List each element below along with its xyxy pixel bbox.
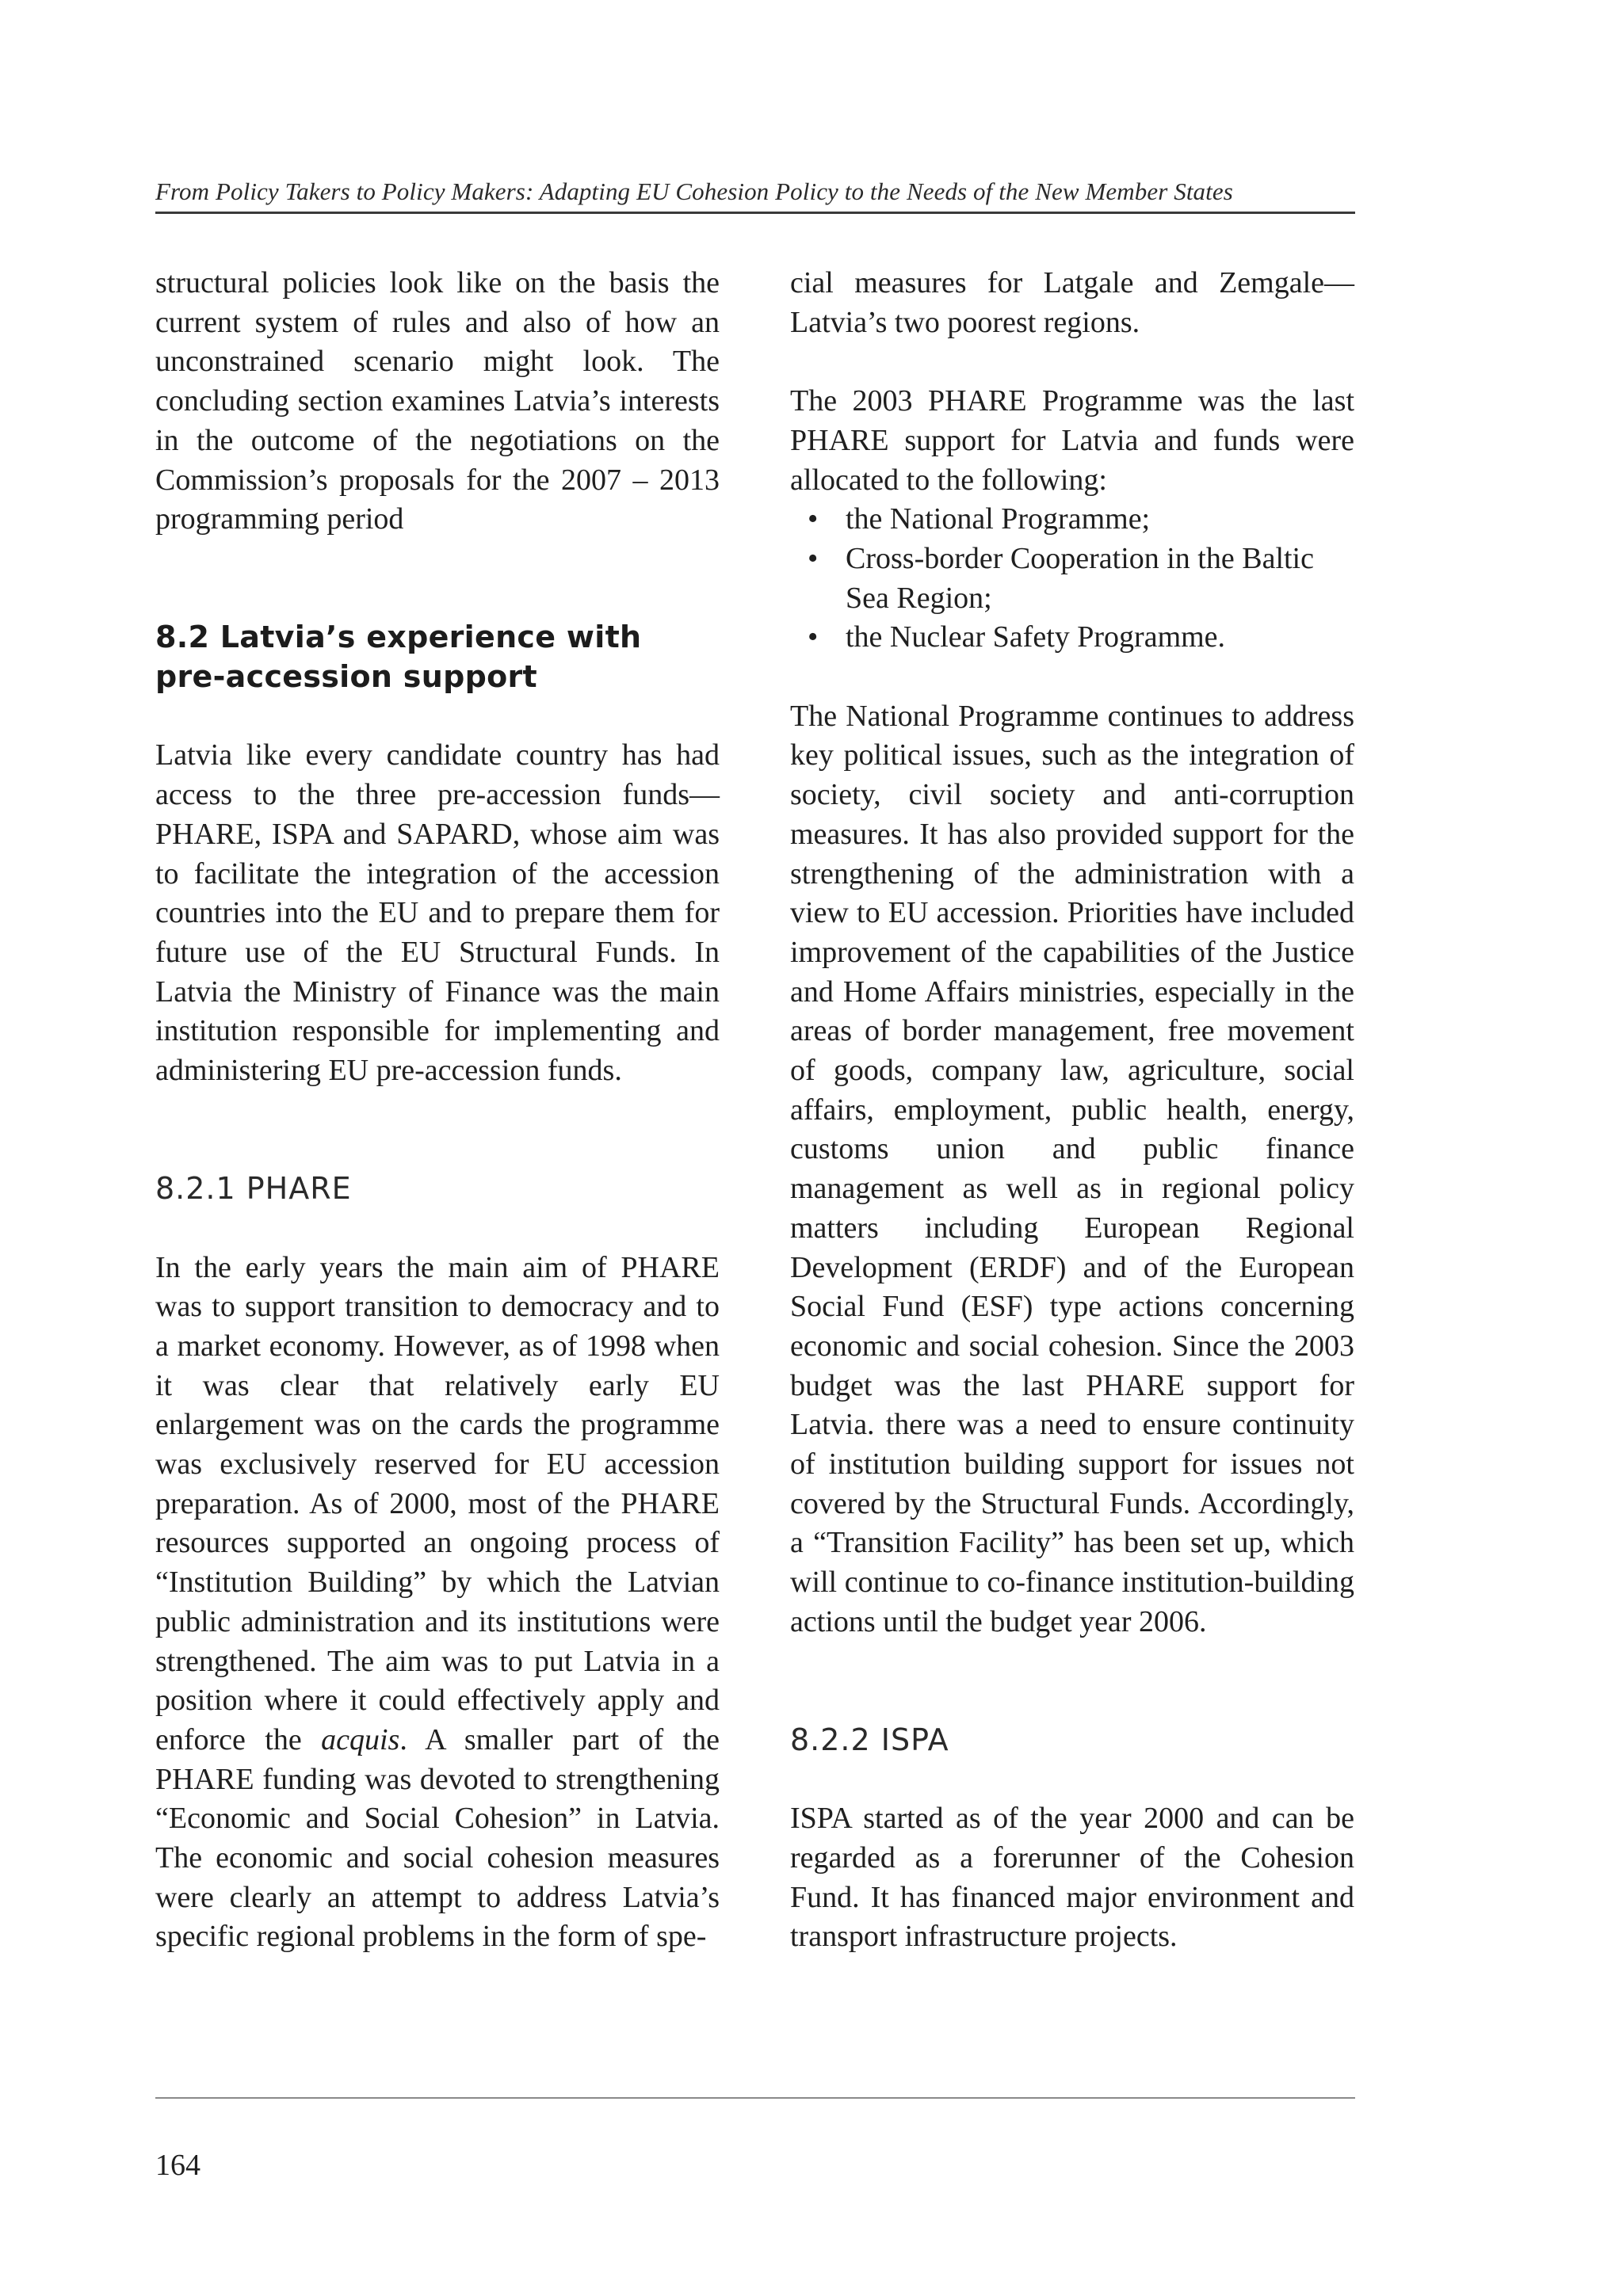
spacer bbox=[155, 540, 720, 618]
spacer bbox=[155, 1091, 720, 1169]
section-heading: 8.2 Latvia’s experience with pre-accession support bbox=[155, 620, 642, 695]
continuation-paragraph: cial measures for Latgale and Zemgale—Latvia’s two poorest regions. bbox=[790, 266, 1354, 339]
phare-text-part2: . A smaller part of the PHARE funding was devoted to strengthening “Economic and Social Cohesion” in Latvia. The economic and social cohesion measures were clearly an attempt to address Latvia’s specific regional problems in the form of spe- bbox=[155, 1722, 720, 1954]
spacer bbox=[790, 1760, 1354, 1800]
section-paragraph: Latvia like every candidate country has had access to the three pre-accession funds—PHARE, ISPA and SAPARD, whose aim was to facilitate the integration of the accession countries into the EU and to prepare them for future use of the EU Structural Funds. In Latvia the Ministry of Finance was the main institution responsible for implementing and administering EU pre-accession funds. bbox=[155, 738, 720, 1088]
acquis-italic-term: acquis bbox=[321, 1722, 400, 1756]
header-divider bbox=[155, 212, 1355, 214]
ispa-paragraph: ISPA started as of the year 2000 and can be regarded as a forerunner of the Cohesion Fund. It has financed major environment and transport infrastructure projects. bbox=[790, 1802, 1354, 1954]
allocation-bullet-list bbox=[790, 500, 1354, 658]
phare-paragraph bbox=[155, 1249, 720, 1958]
bullet-item-text: Cross-border Cooperation in the Baltic Sea Region; bbox=[846, 541, 1314, 615]
left-column bbox=[155, 264, 720, 1957]
subsection-heading-ispa: 8.2.2 ISPA bbox=[790, 1722, 949, 1757]
right-column bbox=[790, 264, 1354, 1957]
phare-text-part1: In the early years the main aim of PHARE was to support transition to democracy and to a market economy. However, as of 1998 when it was clear that relatively early EU enlargement was on the cards the programme was exclusively reserved for EU accession preparation. As of 2000, most of the PHARE resources supported an ongoing process of “Institution Building” by which the Latvian public administration and its institutions were strengthened. The aim was to put Latvia in a position where it could effectively apply and enforce the bbox=[155, 1250, 720, 1756]
footer-divider bbox=[155, 2097, 1355, 2099]
spacer bbox=[155, 1209, 720, 1249]
spacer bbox=[790, 1642, 1354, 1721]
bullet-icon: • bbox=[808, 541, 819, 575]
bullet-item bbox=[790, 540, 1354, 618]
bullet-item-text: the Nuclear Safety Programme. bbox=[846, 620, 1226, 654]
spacer bbox=[790, 658, 1354, 697]
national-programme-paragraph: The National Programme continues to address key political issues, such as the integration of society, civil society and anti-corruption measures. It has also provided support for the strengthening of the administration with a view to EU accession. Priorities have included improvement of the capabilities of the Justice and Home Affairs ministries, especially in the areas of border management, free movement of goods, company law, agriculture, social affairs, employment, public health, energy, customs union and public finance management as well as in regional policy matters including European Regional Development (ERDF) and of the European Social Fund (ESF) type actions concerning economic and social cohesion. Since the 2003 budget was the last PHARE support for Latvia. there was a need to ensure continuity of institution building support for issues not covered by the Structural Funds. Accordingly, a “Transition Facility” has been set up, which will continue to co-finance institution-building actions until the budget year 2006. bbox=[790, 699, 1354, 1638]
bullet-icon: • bbox=[808, 502, 819, 536]
intro-paragraph: structural policies look like on the basis the current system of rules and also of how an unconstrained scenario might look. The concluding section examines Latvia’s interests in the outcome of the negotiations on the Commission’s proposals for the 2007 – 2013 programming period bbox=[155, 266, 720, 536]
spacer bbox=[790, 342, 1354, 382]
bullet-icon: • bbox=[808, 620, 819, 654]
running-header-title: From Policy Takers to Policy Makers: Adapting EU Cohesion Policy to the Needs of the New Member States bbox=[155, 177, 1233, 205]
bullet-item bbox=[790, 500, 1354, 540]
subsection-heading-phare: 8.2.1 PHARE bbox=[155, 1171, 352, 1207]
bullet-item bbox=[790, 618, 1354, 658]
spacer bbox=[155, 697, 720, 737]
page-number: 164 bbox=[155, 2149, 200, 2182]
bullet-item-text: the National Programme; bbox=[846, 502, 1151, 536]
phare-2003-paragraph: The 2003 PHARE Programme was the last PHARE support for Latvia and funds were allocated to the following: bbox=[790, 384, 1354, 497]
